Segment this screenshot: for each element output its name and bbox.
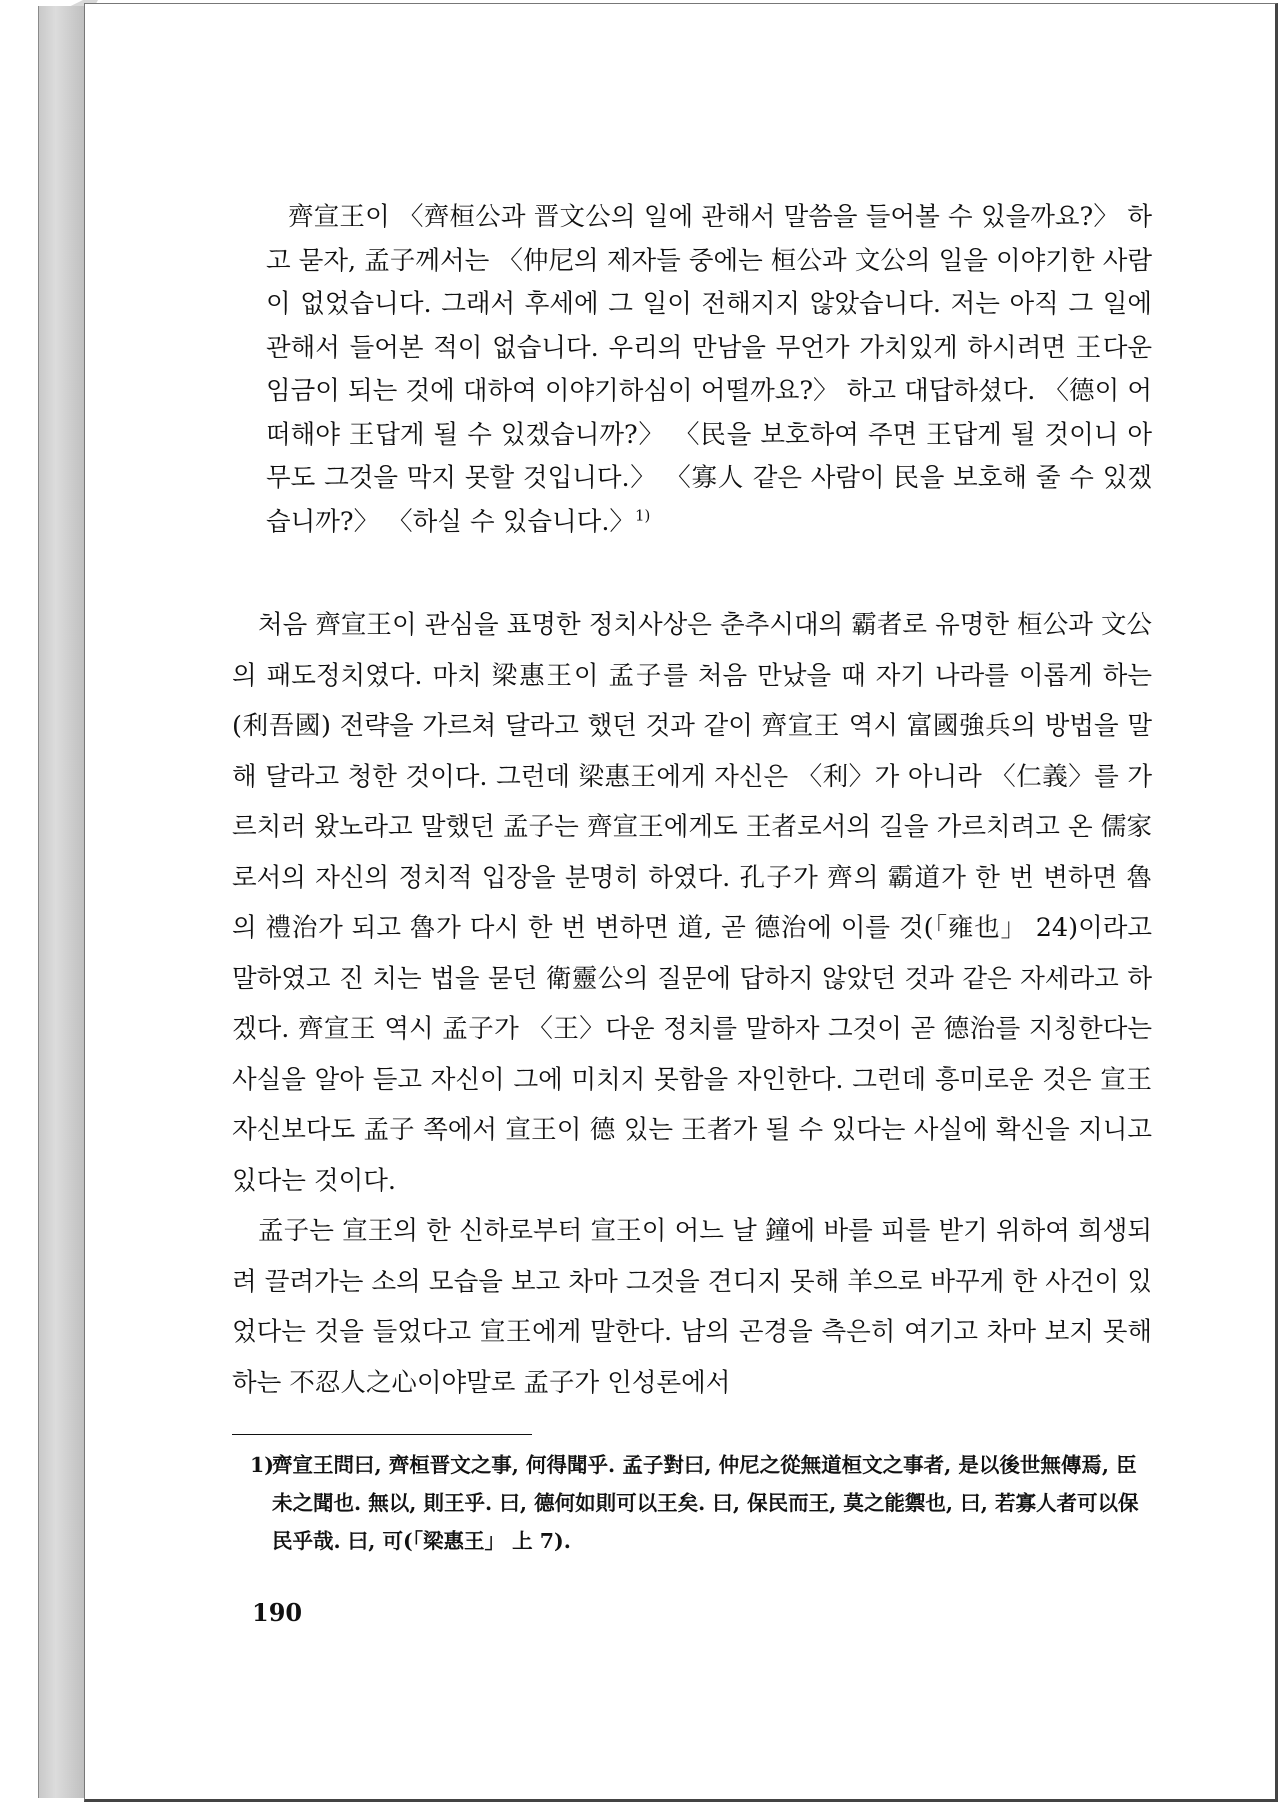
- quote-text: 齊宣王이 〈齊桓公과 晋文公의 일에 관해서 말씀을 들어볼 수 있을까요?〉 하고 묻자, 孟子께서는 〈仲尼의 제자들 중에는 桓公과 文公의 일을 이야기한 사람이 없었습니다. 그래서 후세에 그 일이 전해지지 않았습니다. 저는 아직 그 일에 관해서 들어본 적이 없습니다. 우리의 만남을 무언가 가치있게 하시려면 王다운 임금이 되는 것에 대하여 이야기하심이 어떨까요?〉 하고 대답하셨다. 〈德이 어떠해야 王답게 될 수 있겠습니까?〉 〈民을 보호하여 주면 王답게 될 것이니 아무도 그것을 막지 못할 것입니다.〉 〈寡人 같은 사람이 民을 보호해 줄 수 있겠습니까?〉 〈하실 수 있습니다.〉: [266, 202, 1152, 537]
- footnote-number: 1): [250, 1453, 274, 1477]
- footnote-text: 齊宣王問曰, 齊桓晋文之事, 何得聞乎. 孟子對曰, 仲尼之從無道桓文之事者, 是以後世無傳焉, 臣未之聞也. 無以, 則王乎. 曰, 德何如則可以王矣. 曰, 保民而王, 莫之能禦也, 曰, 若寡人者可以保民乎哉. 曰, 可(「梁惠王」 上 7).: [272, 1453, 1139, 1553]
- footnote-divider: [232, 1434, 532, 1435]
- footnote: [250, 1446, 1150, 1560]
- body-paragraph-2: 孟子는 宣王의 한 신하로부터 宣王이 어느 날 鐘에 바를 피를 받기 위하여 희생되려 끌려가는 소의 모습을 보고 차마 그것을 견디지 못해 羊으로 바꾸게 한 사건이 있었다는 것을 들었다고 宣王에게 말한다. 남의 곤경을 측은히 여기고 차마 보지 못해 하는 不忍人之心이야말로 孟子가 인성론에서: [232, 1216, 1152, 1398]
- book-spine: [38, 6, 87, 1798]
- quote-block: [266, 196, 1152, 544]
- quote-paragraph: [266, 196, 1152, 544]
- body-paragraph-1: 처음 齊宣王이 관심을 표명한 정치사상은 춘추시대의 霸者로 유명한 桓公과 文公의 패도정치였다. 마치 梁惠王이 孟子를 처음 만났을 때 자기 나라를 이롭게 하는(利吾國) 전략을 가르쳐 달라고 했던 것과 같이 齊宣王 역시 富國強兵의 방법을 말해 달라고 청한 것이다. 그런데 梁惠王에게 자신은 〈利〉가 아니라 〈仁義〉를 가르치러 왔노라고 말했던 孟子는 齊宣王에게도 王者로서의 길을 가르치려고 온 儒家로서의 자신의 정치적 입장을 분명히 하였다. 孔子가 齊의 霸道가 한 번 변하면 魯의 禮治가 되고 魯가 다시 한 번 변하면 道, 곧 德治에 이를 것(「雍也」 24)이라고 말하였고 진 치는 법을 묻던 衛靈公의 질문에 답하지 않았던 것과 같은 자세라고 하겠다. 齊宣王 역시 孟子가 〈王〉다운 정치를 말하자 그것이 곧 德治를 지칭한다는 사실을 알아 듣고 자신이 그에 미치지 못함을 자인한다. 그런데 흥미로운 것은 宣王 자신보다도 孟子 쪽에서 宣王이 德 있는 王者가 될 수 있다는 사실에 확신을 지니고 있다는 것이다.: [232, 610, 1152, 1196]
- body-text: [232, 600, 1152, 1408]
- footnote-reference: 1): [634, 506, 651, 524]
- page-number: 190: [252, 1598, 303, 1627]
